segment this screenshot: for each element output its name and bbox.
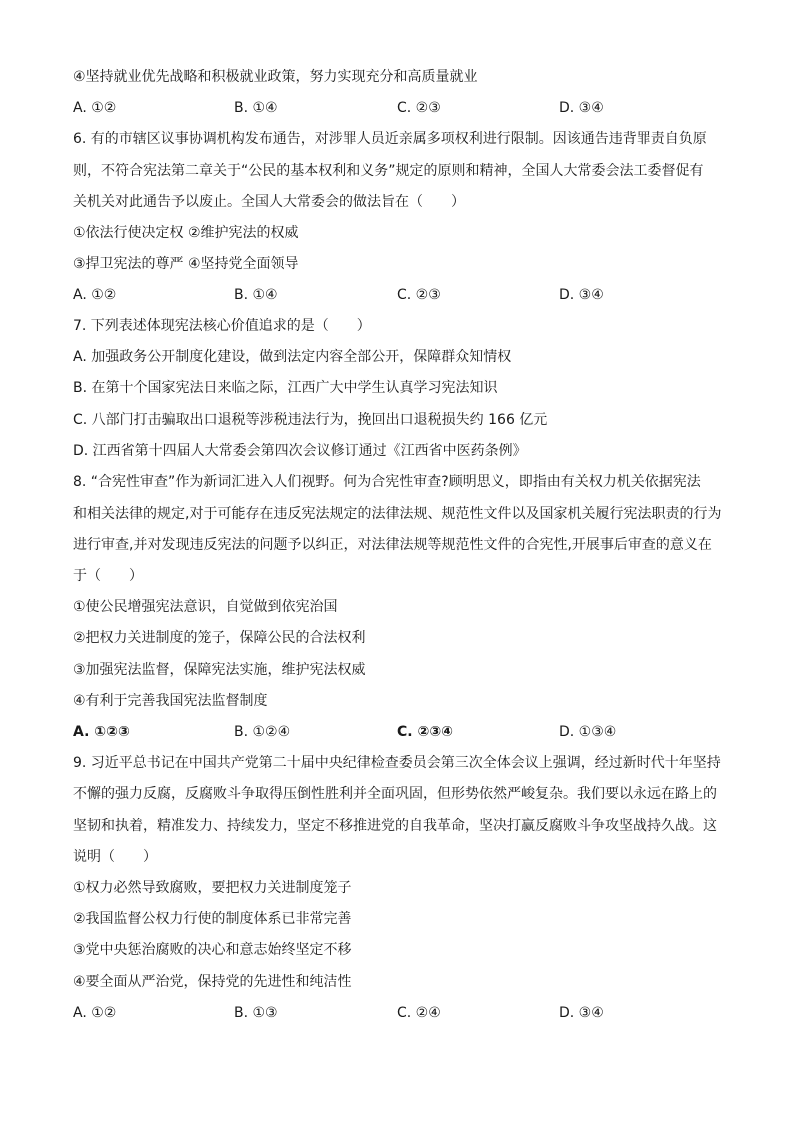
q8-option-a: A. ①②③ [73,724,130,740]
q9-statement-2: ②我国监督公权力行使的制度体系已非常完善 [73,911,352,927]
q6-option-c: C. ②③ [397,287,441,303]
q9-statement-4: ④要全面从严治党，保持党的先进性和纯洁性 [73,974,352,990]
q9-statement-1: ①权力必然导致腐败，要把权力关进制度笼子 [73,880,352,896]
q8-statement-1: ①使公民增强宪法意识，自觉做到依宪治国 [73,599,338,615]
q5-option-a: A. ①② [73,100,117,116]
q6-option-a: A. ①② [73,287,117,303]
q8-statement-2: ②把权力关进制度的笼子，保障公民的合法权利 [73,630,366,646]
q9-stem-line-3: 坚韧和执着，精准发力、持续发力，坚定不移推进党的自我革命，坚决打赢反腐败斗争攻坚战持久战。这 [73,818,717,834]
q9-stem-line-2: 不懈的强力反腐，反腐败斗争取得压倒性胜利并全面巩固，但形势依然严峻复杂。我们要以永远在路上的 [73,786,717,802]
q7-option-b: B. 在第十个国家宪法日来临之际，江西广大中学生认真学习宪法知识 [73,380,498,396]
q9-option-d: D. ③④ [559,1005,604,1021]
q5-option-d: D. ③④ [559,100,604,116]
q8-stem-line-1: 8. “合宪性审查”作为新词汇进入人们视野。何为合宪性审查?顾明思义，即指由有关权力机关依据宪法 [73,474,701,490]
q8-statement-3: ③加强宪法监督，保障宪法实施，维护宪法权威 [73,662,366,678]
q6-stem-line-2: 则，不符合宪法第二章关于“公民的基本权利和义务”规定的原则和精神，全国人大常委会法工委督促有 [73,163,704,179]
q6-statements-1: ①依法行使决定权 ②维护宪法的权威 [73,225,299,241]
q6-option-d: D. ③④ [559,287,604,303]
q5-options [73,98,733,118]
q8-option-c: C. ②③④ [397,724,454,740]
q9-option-b: B. ①③ [234,1005,278,1021]
q8-statement-4: ④有利于完善我国宪法监督制度 [73,693,268,709]
q7-stem: 7. 下列表述体现宪法核心价值追求的是（ ） [73,318,371,334]
q9-stem-line-4: 说明（ ） [73,849,157,865]
q8-options [73,722,733,742]
q5-statement-4: ④坚持就业优先战略和积极就业政策，努力实现充分和高质量就业 [73,69,478,85]
q9-statement-3: ③党中央惩治腐败的决心和意志始终坚定不移 [73,942,352,958]
q9-option-c: C. ②④ [397,1005,441,1021]
q9-option-a: A. ①② [73,1005,117,1021]
q7-option-a: A. 加强政务公开制度化建设，做到法定内容全部公开，保障群众知情权 [73,349,512,365]
q8-option-d: D. ①③④ [559,724,617,740]
q6-statements-2: ③捍卫宪法的尊严 ④坚持党全面领导 [73,256,299,272]
q8-option-b: B. ①②④ [234,724,291,740]
q6-options [73,285,733,305]
q5-option-b: B. ①④ [234,100,278,116]
q8-stem-line-2: 和相关法律的规定,对于可能存在违反宪法规定的法律法规、规范性文件以及国家机关履行宪法职责的行为 [73,506,722,522]
q6-stem-line-3: 关机关对此通告予以废止。全国人大常委会的做法旨在（ ） [73,194,465,210]
q6-option-b: B. ①④ [234,287,278,303]
q9-options [73,1003,733,1023]
q7-option-c: C. 八部门打击骗取出口退税等涉税违法行为，挽回出口退税损失约 166 亿元 [73,412,548,428]
q6-stem-line-1: 6. 有的市辖区议事协调机构发布通告，对涉罪人员近亲属多项权利进行限制。因该通告违背罪责自负原 [73,131,707,147]
q9-stem-line-1: 9. 习近平总书记在中国共产党第二十届中央纪律检查委员会第三次全体会议上强调，经过新时代十年坚持 [73,755,721,771]
q8-stem-line-4: 于（ ） [73,568,143,584]
q7-option-d: D. 江西省第十四届人大常委会第四次会议修订通过《江西省中医药条例》 [73,443,527,459]
q5-option-c: C. ②③ [397,100,441,116]
q8-stem-line-3: 进行审查,并对发现违反宪法的问题予以纠正，对法律法规等规范性文件的合宪性,开展事后审查的意义在 [73,537,712,553]
